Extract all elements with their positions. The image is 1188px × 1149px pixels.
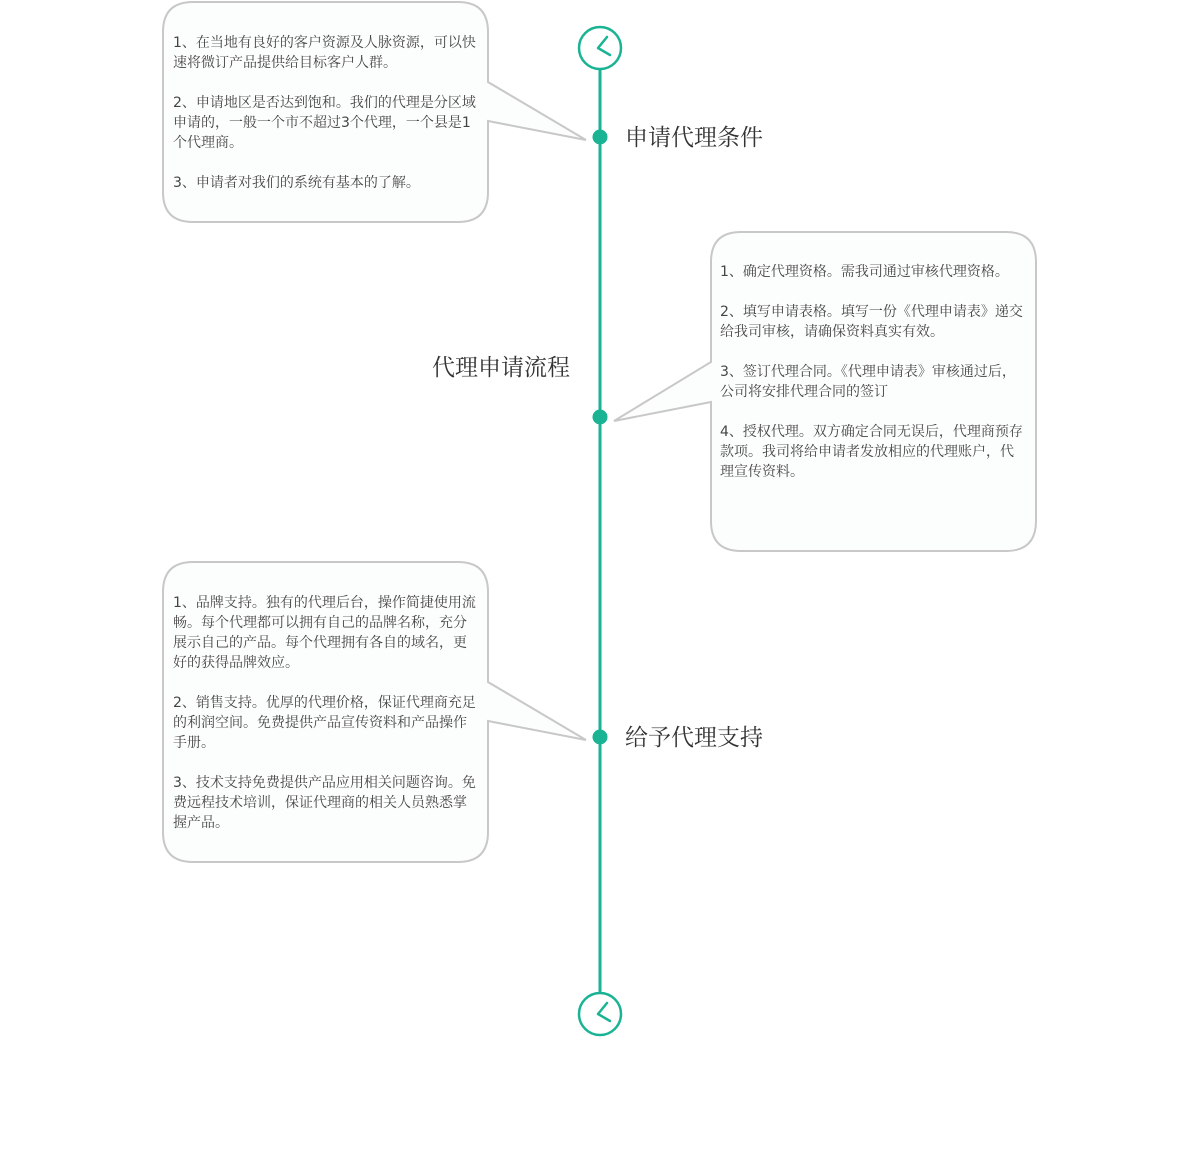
process-item: 4、授权代理。双方确定合同无误后，代理商预存款项。我司将给申请者发放相应的代理账户，代理宣传资料。 xyxy=(720,424,1023,480)
condition-item: 3、申请者对我们的系统有基本的了解。 xyxy=(173,175,420,191)
support-item: 2、销售支持。优厚的代理价格，保证代理商充足的利润空间。免费提供产品宣传资料和产品操作手册。 xyxy=(173,695,476,751)
timeline-dot xyxy=(593,410,608,425)
timeline-dot xyxy=(593,730,608,745)
section-title-support: 给予代理支持 xyxy=(625,725,763,751)
callout-text-support xyxy=(173,593,479,833)
callout-text-process xyxy=(720,262,1026,482)
section-title-conditions: 申请代理条件 xyxy=(625,125,763,151)
condition-item: 1、在当地有良好的客户资源及人脉资源，可以快速将微订产品提供给目标客户人群。 xyxy=(173,35,476,71)
process-item: 1、确定代理资格。需我司通过审核代理资格。 xyxy=(720,264,1009,280)
callout-text-conditions xyxy=(173,33,479,193)
condition-item: 2、申请地区是否达到饱和。我们的代理是分区域申请的，一般一个市不超过3个代理，一个县是1个代理商。 xyxy=(173,95,476,151)
support-item: 3、技术支持免费提供产品应用相关问题咨询。免费远程技术培训，保证代理商的相关人员熟悉掌握产品。 xyxy=(173,775,476,831)
support-item: 1、品牌支持。独有的代理后台，操作简捷使用流畅。每个代理都可以拥有自己的品牌名称，充分展示自己的产品。每个代理拥有各自的域名，更好的获得品牌效应。 xyxy=(173,595,476,671)
process-item: 3、签订代理合同。《代理申请表》审核通过后，公司将安排代理合同的签订 xyxy=(720,364,1016,400)
clock-icon xyxy=(579,27,621,69)
section-title-process: 代理申请流程 xyxy=(432,355,570,381)
process-item: 2、填写申请表格。填写一份《代理申请表》递交给我司审核，请确保资料真实有效。 xyxy=(720,304,1023,340)
timeline-dot xyxy=(593,130,608,145)
clock-icon xyxy=(579,993,621,1035)
